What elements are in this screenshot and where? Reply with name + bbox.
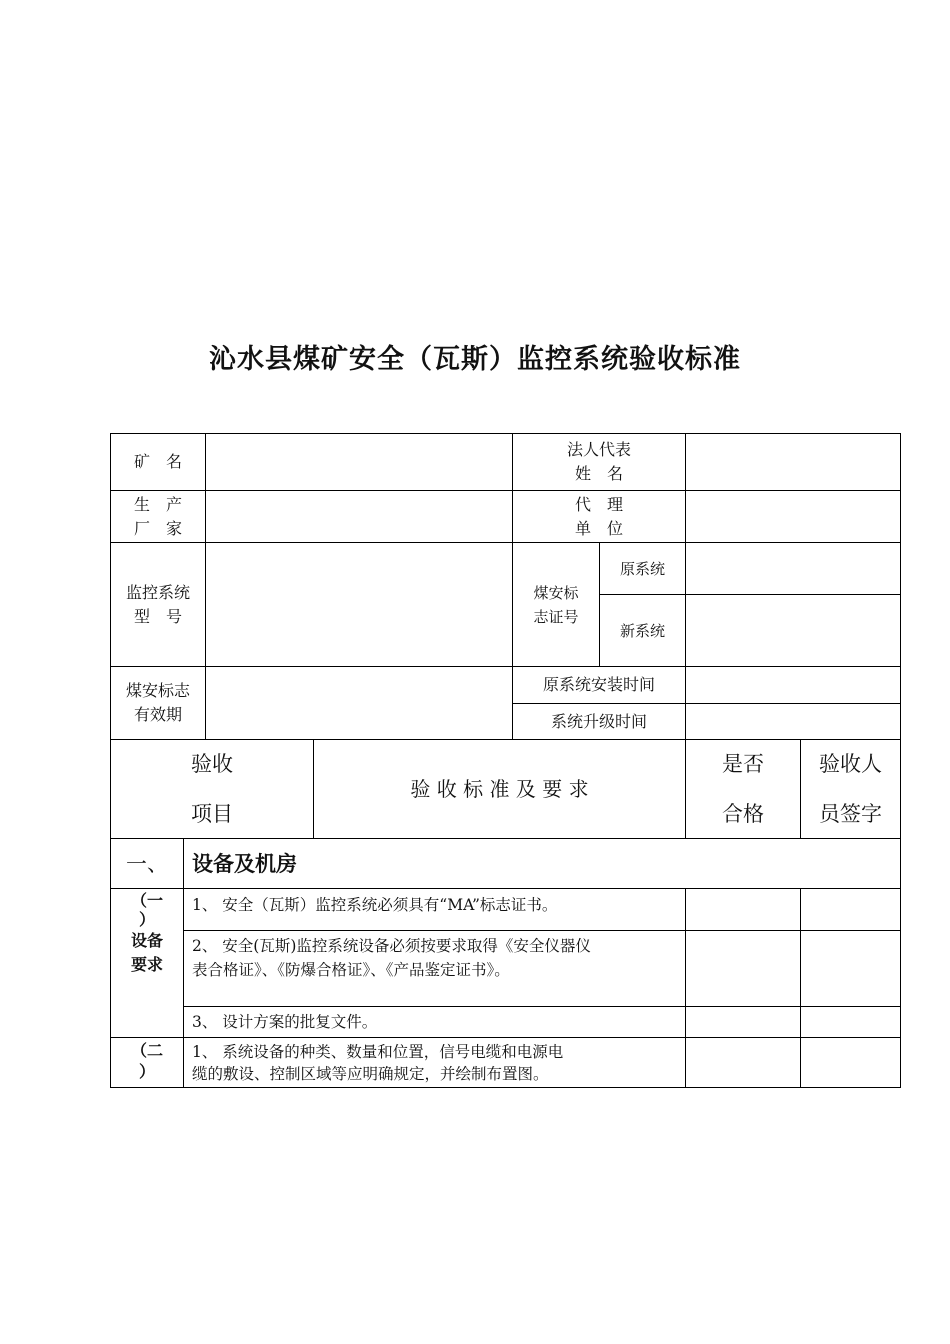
certificate-number-label: 煤安标 志证号 (533, 583, 579, 626)
original-system-label: 原系统 (619, 559, 665, 578)
pass-cell[interactable] (686, 1038, 800, 1087)
validity-label: 煤安标志 有效期 (125, 681, 190, 724)
header-pass: 是否 合格 (722, 752, 764, 826)
group-1-row-3: 3、 设计方案的批复文件。 (192, 1013, 378, 1031)
signer-cell[interactable] (801, 1007, 900, 1037)
legal-rep-value[interactable] (686, 434, 900, 490)
system-model-label: 监控系统 型 号 (125, 582, 190, 626)
manufacturer-value[interactable] (206, 491, 512, 542)
install-time-value[interactable] (686, 667, 900, 703)
agent-label: 代 理 单 位 (574, 494, 623, 538)
mine-name-value[interactable] (206, 434, 512, 490)
pass-cell[interactable] (686, 931, 800, 1006)
signer-cell[interactable] (801, 889, 900, 930)
system-model-value[interactable] (206, 543, 512, 666)
signer-cell[interactable] (801, 1038, 900, 1087)
new-system-label: 新系统 (619, 621, 665, 640)
upgrade-time-value[interactable] (686, 704, 900, 739)
group-1-row-2: 2、 安全(瓦斯)监控系统设备必须按要求取得《安全仪器仪 表合格证》、《防爆合格证》、《产品鉴定证书》。 (192, 937, 591, 979)
manufacturer-label: 生 产 厂 家 (133, 494, 182, 538)
agent-value[interactable] (686, 491, 900, 542)
section-title: 设备及机房 (192, 851, 297, 876)
group-1-row-1: 1、 安全（瓦斯）监控系统必须具有“MA”标志证书。 (192, 896, 558, 914)
validity-value[interactable] (206, 667, 512, 739)
upgrade-time-label: 系统升级时间 (550, 711, 647, 731)
new-system-cert-value[interactable] (686, 595, 900, 666)
table-border-right (900, 433, 901, 1088)
section-number: 一、 (126, 851, 168, 876)
group-2-row-1: 1、 系统设备的种类、数量和位置，信号电缆和电源电 缆的敷设、控制区域等应明确规定，并绘制布置图。 (192, 1042, 564, 1083)
signer-cell[interactable] (801, 931, 900, 1006)
pass-cell[interactable] (686, 1007, 800, 1037)
install-time-label: 原系统安装时间 (542, 675, 655, 694)
group-2-label: （二 ） (130, 1041, 163, 1081)
header-standard: 验 收 标 准 及 要 求 (410, 777, 589, 801)
table-border-bottom (110, 1087, 901, 1088)
original-system-cert-value[interactable] (686, 543, 900, 594)
legal-rep-label: 法人代表 姓 名 (566, 440, 631, 483)
header-signer: 验收人 员签字 (819, 752, 882, 826)
group-1-label: （一 ） 设备 要求 (130, 891, 163, 974)
mine-name-label: 矿 名 (133, 452, 182, 471)
pass-cell[interactable] (686, 889, 800, 930)
header-item: 验收 项目 (191, 752, 233, 826)
page-title: 沁水县煤矿安全（瓦斯）监控系统验收标准 (209, 344, 741, 375)
